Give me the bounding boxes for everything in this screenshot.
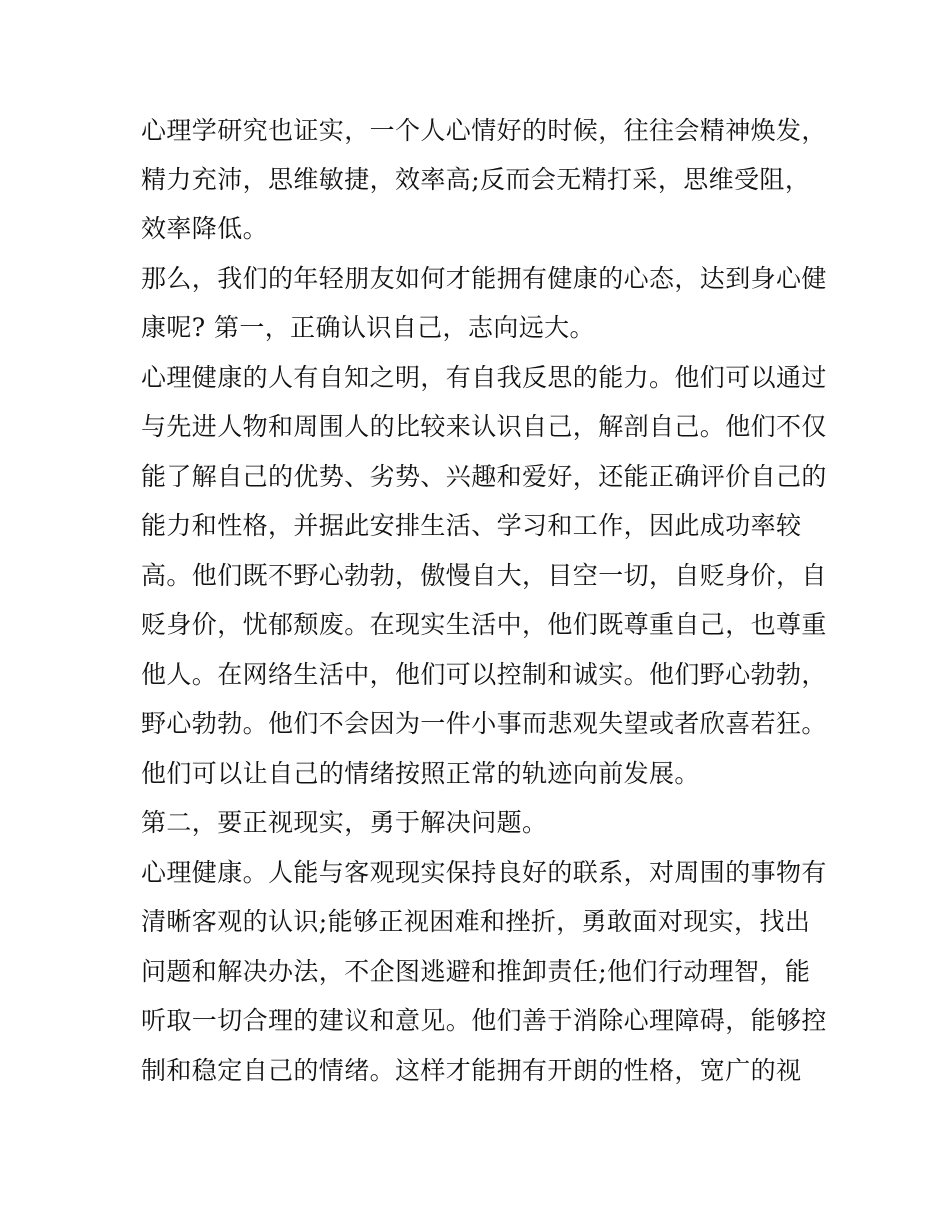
text-line: 能了解自己的优势、劣势、兴趣和爱好，还能正确评价自己的 — [141, 462, 827, 491]
text-line: 精力充沛，思维敏捷，效率高;反而会无精打采，思维受阻， — [141, 165, 811, 194]
text-line: 能力和性格，并据此安排生活、学习和工作，因此成功率较 — [141, 511, 802, 540]
text-line: 他们可以让自己的情绪按照正常的轨迹向前发展。 — [141, 759, 700, 788]
text-line: 心理学研究也证实，一个人心情好的时候，往往会精神焕发， — [141, 116, 827, 145]
text-line: 高。他们既不野心勃勃，傲慢自大，目空一切，自贬身价，自 — [141, 561, 827, 590]
text-line: 那么，我们的年轻朋友如何才能拥有健康的心态，达到身心健 — [141, 264, 827, 293]
text-line: 贬身价，忧郁颓废。在现实生活中，他们既尊重自己，也尊重 — [141, 610, 827, 639]
text-line: 康呢? 第一，正确认识自己，志向远大。 — [141, 313, 595, 342]
text-line: 第二，要正视现实，勇于解决问题。 — [141, 808, 548, 837]
text-line: 清晰客观的认识;能够正视困难和挫折，勇敢面对现实，找出 — [141, 907, 811, 936]
text-line: 他人。在网络生活中，他们可以控制和诚实。他们野心勃勃， — [141, 660, 827, 689]
text-line: 心理健康的人有自知之明，有自我反思的能力。他们可以通过 — [141, 363, 827, 392]
text-line: 野心勃勃。他们不会因为一件小事而悲观失望或者欣喜若狂。 — [141, 709, 827, 738]
text-line: 心理健康。人能与客观现实保持良好的联系，对周围的事物有 — [141, 858, 827, 887]
text-line: 听取一切合理的建议和意见。他们善于消除心理障碍，能够控 — [141, 1006, 827, 1035]
text-line: 效率降低。 — [141, 214, 269, 243]
text-line: 制和稳定自己的情绪。这样才能拥有开朗的性格，宽广的视 — [141, 1056, 802, 1085]
text-line: 问题和解决办法，不企图逃避和推卸责任;他们行动理智，能 — [141, 957, 811, 986]
text-line: 与先进人物和周围人的比较来认识自己，解剖自己。他们不仅 — [141, 412, 827, 441]
